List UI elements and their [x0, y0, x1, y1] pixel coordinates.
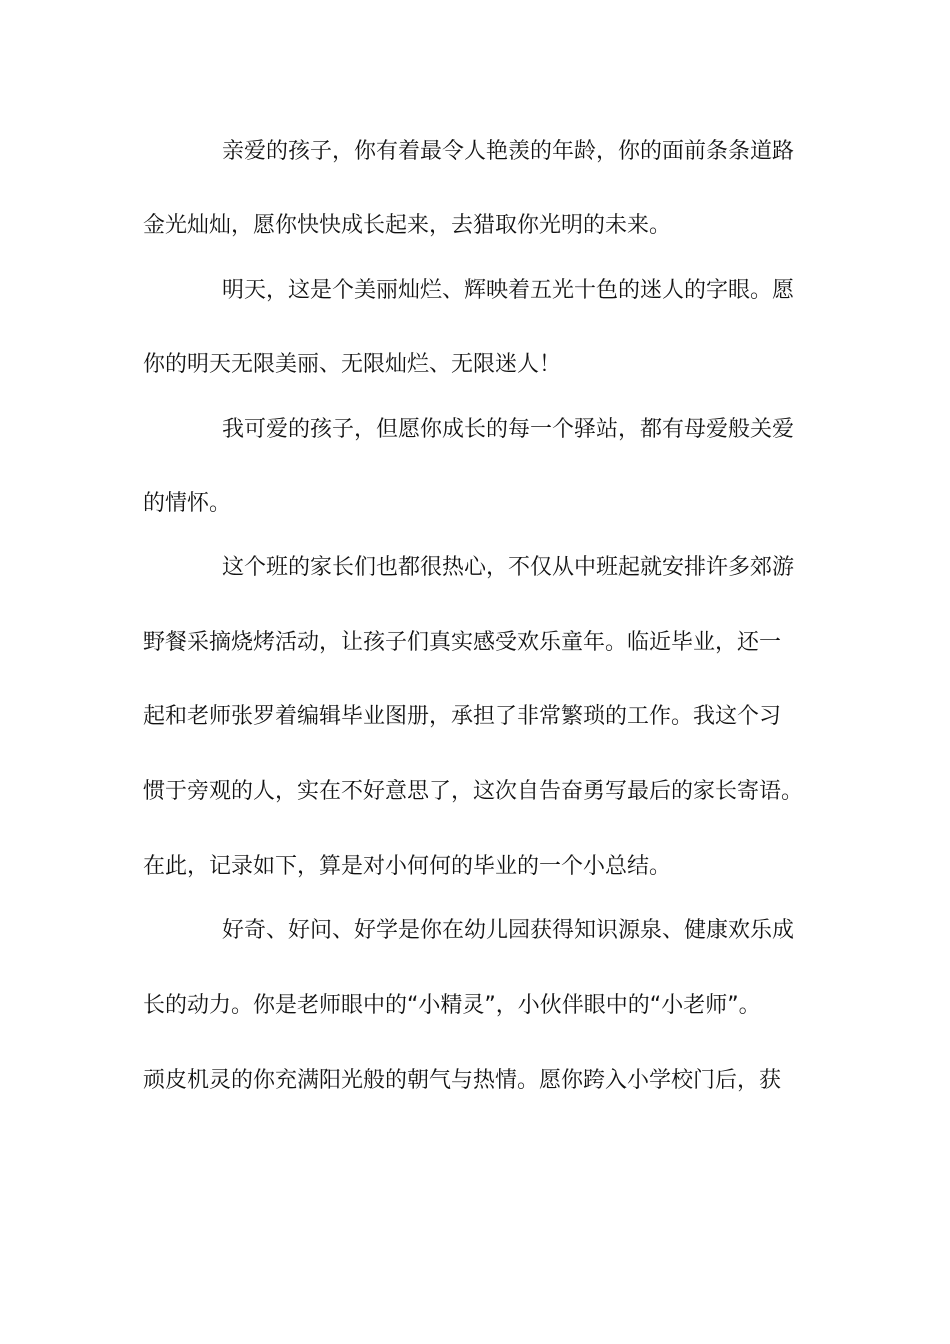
paragraph-3-line-2: 的情怀。 [143, 491, 232, 516]
paragraph-5-line-3: 顽皮机灵的你充满阳光般的朝气与热情。愿你跨入小学校门后，获 [143, 1068, 782, 1093]
paragraph-4-line-2: 野餐采摘烧烤活动，让孩子们真实感受欢乐童年。临近毕业，还一 [143, 630, 782, 655]
paragraph-5-line-2: 长的动力。你是老师眼中的“小精灵”，小伙伴眼中的“小老师”。 [143, 993, 761, 1018]
paragraph-5-line-1: 好奇、好问、好学是你在幼儿园获得知识源泉、健康欢乐成 [222, 918, 795, 943]
paragraph-4-line-1: 这个班的家长们也都很热心，不仅从中班起就安排许多郊游 [222, 555, 795, 580]
paragraph-3-line-1: 我可爱的孩子，但愿你成长的每一个驿站，都有母爱般关爱 [222, 417, 795, 442]
paragraph-1-line-1: 亲爱的孩子，你有着最令人艳羡的年龄，你的面前条条道路 [222, 139, 795, 164]
paragraph-4-line-4: 惯于旁观的人，实在不好意思了，这次自告奋勇写最后的家长寄语。 [143, 779, 804, 804]
paragraph-4-line-3: 起和老师张罗着编辑毕业图册，承担了非常繁琐的工作。我这个习 [143, 704, 782, 729]
paragraph-4-line-5: 在此，记录如下，算是对小何何的毕业的一个小总结。 [143, 854, 672, 879]
paragraph-2-line-1: 明天，这是个美丽灿烂、辉映着五光十色的迷人的字眼。愿 [222, 278, 795, 303]
paragraph-2-line-2: 你的明天无限美丽、无限灿烂、无限迷人！ [143, 352, 562, 377]
paragraph-1-line-2: 金光灿灿，愿你快快成长起来，去猎取你光明的未来。 [143, 213, 672, 238]
